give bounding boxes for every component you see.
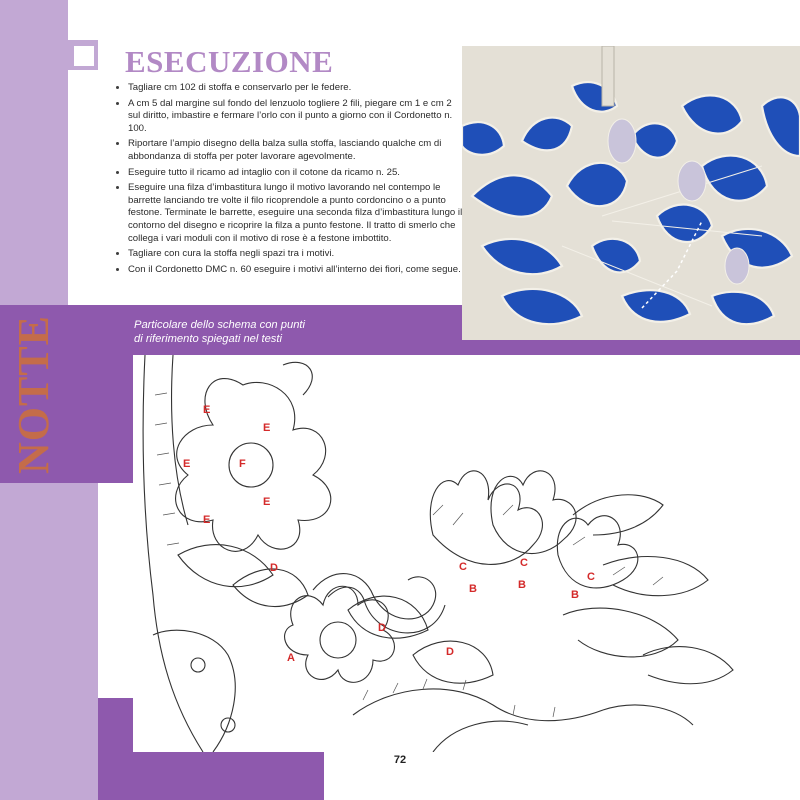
diagram-caption: [134, 318, 454, 346]
page-number: 72: [393, 754, 407, 766]
side-title-text: NOTTE: [9, 314, 59, 474]
label-e: E: [263, 496, 271, 508]
instruction-item: • Con il Cordonetto DMC n. 60 eseguire i motivi all’interno dei fiori, come segue.: [128, 264, 466, 277]
label-c: C: [520, 557, 528, 569]
label-b: B: [571, 589, 579, 601]
label-f: F: [239, 458, 246, 470]
watermark: PassionForum.ru: [650, 782, 731, 793]
instruction-item: • Eseguire una filza d’imbastitura lungo il motivo lavorando nel contempo le barrette lanciando tre volte il filo ricoprendole a punto cordoncino o a punto festone. Terminate le barrette, eseguire una seconda filza d’imbastitura lungo il contorno del disegno e ricoprire la filza a punto festone. Il tratto di smerlo che collega i vari moduli con il motivo di rose è a festone imbottito.: [128, 182, 466, 245]
instruction-item: • Tagliare con cura la stoffa negli spazi tra i motivi.: [128, 248, 466, 261]
square-block-ornament: [68, 0, 108, 80]
section-title: ESECUZIONE: [125, 44, 334, 79]
instruction-list: [112, 82, 466, 279]
label-d: D: [270, 562, 278, 574]
side-section-title: [0, 305, 68, 483]
pattern-diagram-panel: [133, 355, 800, 752]
label-e: E: [203, 514, 211, 526]
caption-line-1: Particolare dello schema con punti: [134, 319, 306, 331]
lower-left-block: [0, 483, 98, 800]
instruction-item: • Eseguire tutto il ricamo ad intaglio con il cotone da ricamo n. 25.: [128, 167, 466, 180]
label-e: E: [203, 404, 211, 416]
label-c: C: [459, 561, 467, 573]
instruction-item: • Riportare l’ampio disegno della balza sulla stoffa, lasciando qualche cm di abbondanza di stoffa per poter lavorare agevolmente.: [128, 138, 466, 163]
label-e: E: [263, 422, 271, 434]
instruction-item: • Tagliare cm 102 di stoffa e conservarlo per le federe.: [128, 82, 466, 95]
label-d: D: [446, 646, 454, 658]
label-b: B: [469, 583, 477, 595]
label-a: A: [287, 652, 295, 664]
label-d: D: [378, 622, 386, 634]
instruction-item: • A cm 5 dal margine sul fondo del lenzuolo togliere 2 fili, piegare cm 1 e cm 2 sul diritto, imbastire e fermare l’orlo con il punto a giorno con il Cordonetto n. 100.: [128, 98, 466, 136]
label-e: E: [183, 458, 191, 470]
embroidery-photo: [462, 46, 800, 340]
label-c: C: [587, 571, 595, 583]
embroidery-pattern-diagram: [133, 355, 800, 752]
caption-line-2: di riferimento spiegati nel testi: [134, 333, 282, 345]
label-b: B: [518, 579, 526, 591]
